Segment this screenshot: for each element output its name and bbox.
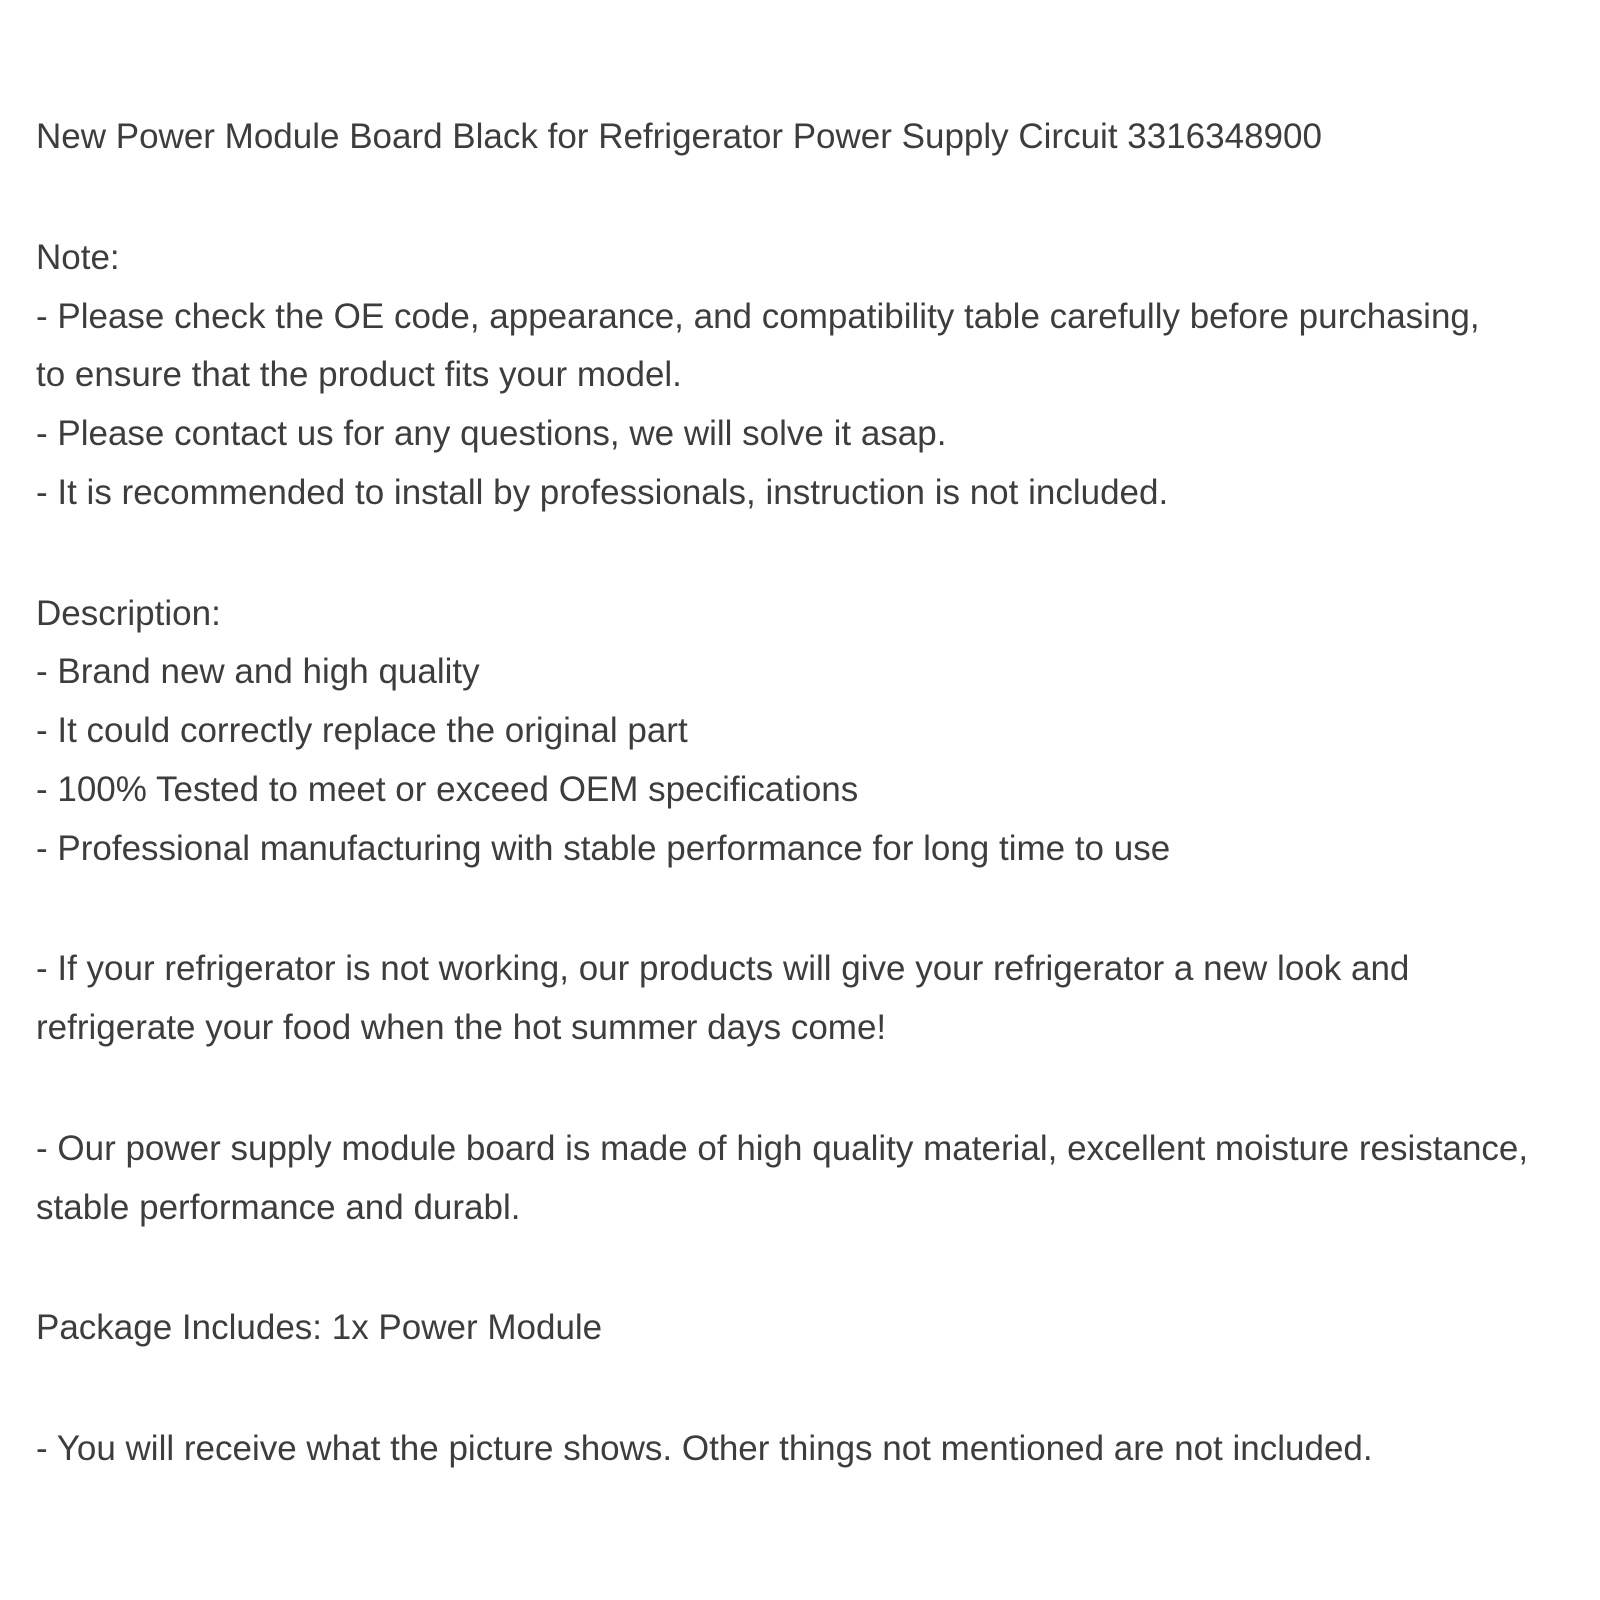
- product-title-block: [36, 108, 1600, 167]
- description-heading: Description:: [36, 593, 221, 633]
- text-line: - 100% Tested to meet or exceed OEM specifications: [36, 769, 859, 809]
- receive-paragraph: [36, 1420, 1600, 1479]
- description-section: [36, 585, 1600, 879]
- text-line: - Brand new and high quality: [36, 652, 480, 692]
- text-line: - Professional manufacturing with stable performance for long time to use: [36, 828, 1171, 868]
- product-title: New Power Module Board Black for Refrigerator Power Supply Circuit 3316348900: [36, 117, 1322, 156]
- benefit-paragraph: [36, 940, 1600, 1058]
- note-heading: Note:: [36, 237, 120, 277]
- text-line: Package Includes: 1x Power Module: [36, 1308, 603, 1348]
- package-includes-paragraph: [36, 1299, 1600, 1358]
- text-line: - You will receive what the picture shows. Other things not mentioned are not included.: [36, 1429, 1373, 1468]
- text-line: - It is recommended to install by professionals, instruction is not included.: [36, 472, 1169, 512]
- text-line: refrigerate your food when the hot summer days come!: [36, 1008, 887, 1047]
- text-line: to ensure that the product fits your model.: [36, 355, 682, 395]
- text-line: - Please check the OE code, appearance, and compatibility table carefully before purchasing,: [36, 296, 1480, 336]
- text-line: - It could correctly replace the original part: [36, 711, 688, 750]
- text-line: - Our power supply module board is made of high quality material, excellent moisture resistance,: [36, 1128, 1529, 1168]
- text-line: stable performance and durabl.: [36, 1187, 521, 1227]
- text-line: - Please contact us for any questions, we will solve it asap.: [36, 414, 947, 453]
- material-paragraph: [36, 1120, 1600, 1238]
- text-line: - If your refrigerator is not working, our products will give your refrigerator a new look and: [36, 949, 1410, 989]
- note-section: [36, 229, 1600, 523]
